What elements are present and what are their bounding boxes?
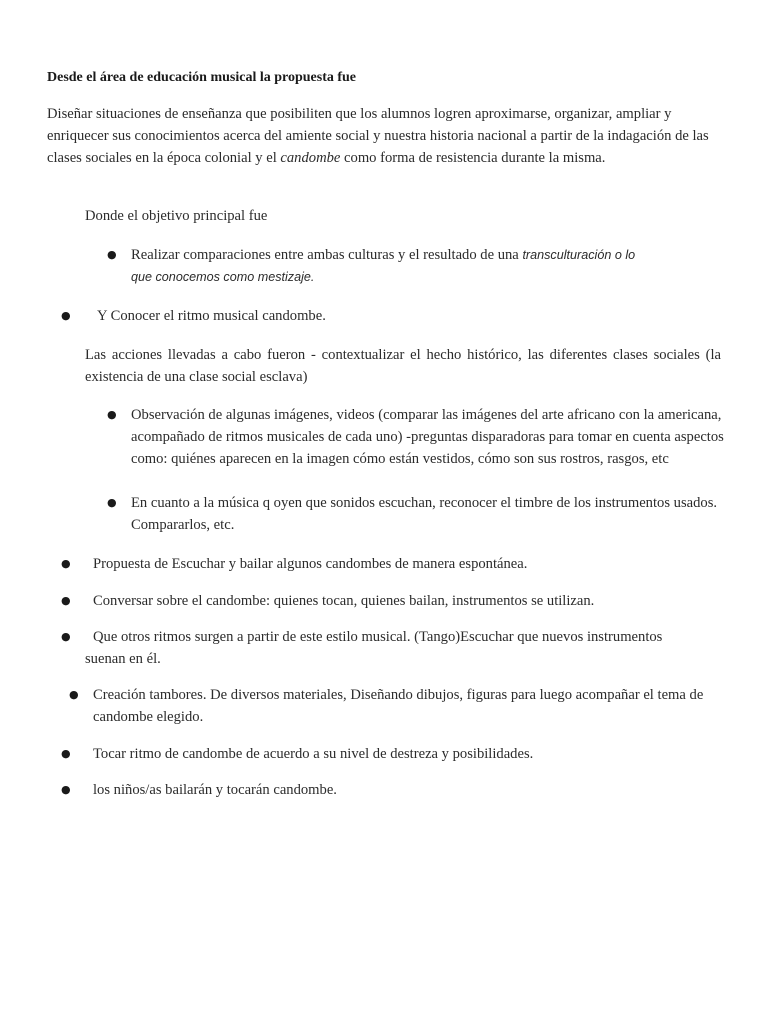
bullet-dot: ● [107,248,117,261]
bullet-dot: ● [107,496,117,509]
propuesta-item-text: los niños/as bailarán y tocarán candombe. [93,782,337,798]
intro-text-part2: como forma de resistencia durante la misma. [340,150,606,166]
bullet-dot: ● [61,630,71,643]
acciones-paragraph: Las acciones llevadas a cabo fueron - contextualizar el hecho histórico, las diferentes clases sociales (la existencia de una clase social esclava) [85,347,721,385]
objective-bullet-italic-2: que conocemos como mestizaje. [131,270,315,284]
bullet-dot: ● [107,408,117,421]
intro-italic-word: candombe [280,150,341,166]
conocer-bullet-text: Y Conocer el ritmo musical candombe. [97,308,326,324]
bullet-dot: ● [69,688,79,701]
propuesta-item-text: Propuesta de Escuchar y bailar algunos candombes de manera espontánea. [93,556,528,572]
document-title: Desde el área de educación musical la propuesta fue [47,70,357,85]
intro-paragraph [47,103,723,169]
bullet-dot: ● [61,557,71,570]
bullet-dot: ● [61,594,71,607]
propuesta-item-text: Tocar ritmo de candombe de acuerdo a su nivel de destreza y posibilidades. [93,746,534,762]
propuesta-item-text: Creación tambores. De diversos materiales, Diseñando dibujos, figuras para luego acompañar el tema de candombe elegido. [93,687,704,725]
objective-bullet-italic-1: transculturación o lo [522,248,636,262]
acciones-item-text: Observación de algunas imágenes, videos (comparar las imágenes del arte africano con la americana, acompañado de ritmos musicales de cada uno) -preguntas disparadoras para tomar en cuenta aspectos como: quiénes aparecen en la imagen cómo están vestidos, cómo son sus rostros, rasgos, etc [131,407,724,467]
objective-bullet-main: Realizar comparaciones entre ambas culturas y el resultado de una [131,247,523,263]
bullet-dot: ● [61,783,71,796]
acciones-item-text: En cuanto a la música q oyen que sonidos escuchan, reconocer el timbre de los instrumentos usados. Compararlos, etc. [131,495,718,533]
objective-bullet-text [131,244,731,288]
bullet-dot: ● [61,309,71,322]
intro-text-part1: Diseñar situaciones de enseñanza que posibiliten que los alumnos logren aproximarse, organizar, ampliar y enriquecer sus conocimientos acerca del amiente social y nuestra historia nacional a partir de la indagación de las clases sociales en la época colonial y el [47,106,709,166]
bullet-dot: ● [61,747,71,760]
objective-intro: Donde el objetivo principal fue [85,208,268,224]
propuesta-item-text: Conversar sobre el candombe: quienes tocan, quienes bailan, instrumentos se utilizan. [93,593,595,609]
propuesta-item-text: Que otros ritmos surgen a partir de este estilo musical. (Tango)Escuchar que nuevos instrumentos suenan en él. [85,629,663,667]
